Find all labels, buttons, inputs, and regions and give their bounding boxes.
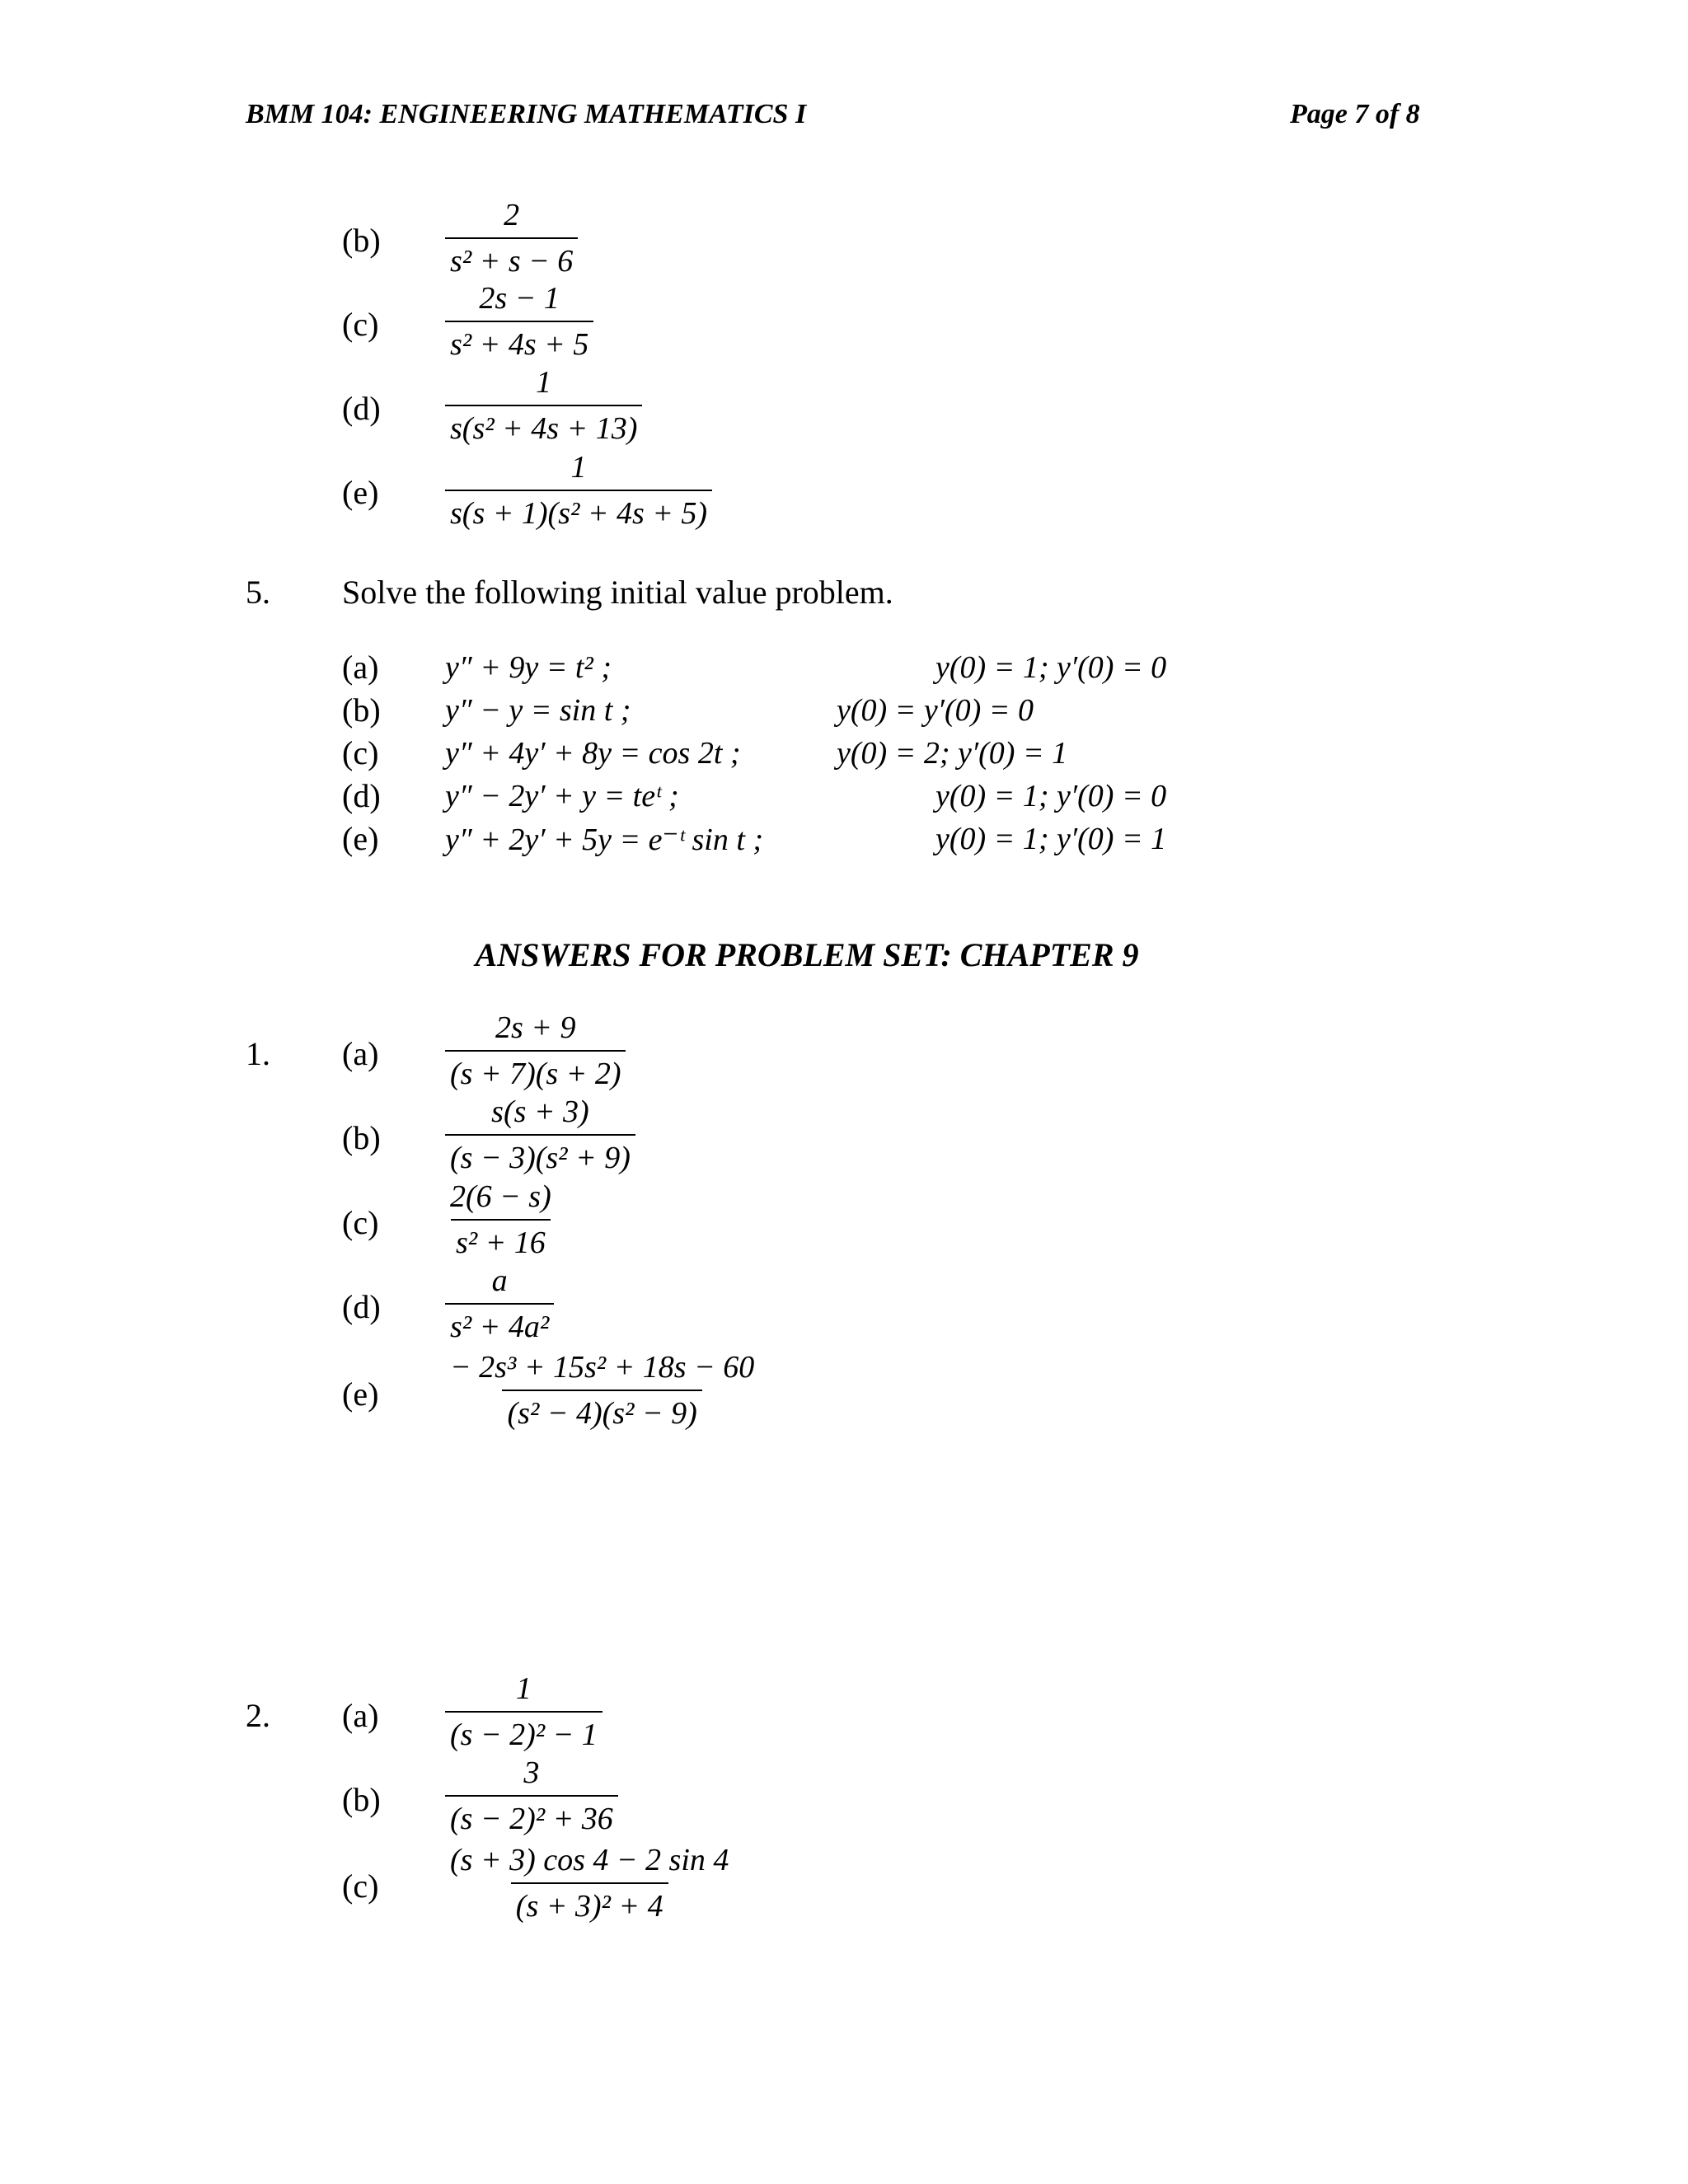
numerator: s(s + 3) (491, 1094, 589, 1129)
fraction (445, 1673, 603, 1750)
item-label: (b) (342, 222, 381, 259)
numerator: − 2s³ + 15s² + 18s − 60 (450, 1350, 755, 1385)
denominator: s² + 16 (451, 1219, 551, 1258)
item-label: (d) (342, 1288, 381, 1325)
question-number: 5. (246, 574, 270, 611)
item-label: (d) (342, 390, 381, 427)
fraction (445, 1096, 635, 1174)
fraction (445, 1012, 626, 1090)
item-label: (c) (342, 734, 379, 771)
denominator: (s + 3)² + 4 (511, 1882, 668, 1922)
numerator: 1 (536, 365, 552, 400)
numerator: 1 (515, 1671, 532, 1706)
item-label: (b) (342, 1781, 381, 1818)
initial-conditions: y(0) = y′(0) = 0 (837, 693, 1034, 728)
initial-conditions: y(0) = 2; y′(0) = 1 (837, 736, 1068, 771)
item-label: (c) (342, 1868, 379, 1905)
item-label: (c) (342, 306, 379, 343)
numerator: 1 (570, 450, 587, 485)
numerator: 3 (523, 1755, 540, 1790)
fraction (445, 1181, 556, 1258)
item-label: (d) (342, 777, 381, 814)
initial-conditions: y(0) = 1; y′(0) = 0 (935, 650, 1167, 685)
numerator: 2s + 9 (495, 1010, 576, 1045)
item-label: (e) (342, 820, 379, 857)
fraction (445, 452, 712, 529)
denominator: (s² − 4)(s² − 9) (502, 1390, 701, 1429)
numerator: a (491, 1263, 508, 1298)
fraction (445, 1352, 759, 1429)
denominator: s² + 4s + 5 (445, 321, 593, 360)
ode-equation: y″ + 2y′ + 5y = e⁻ᵗ sin t ; (445, 823, 764, 857)
answers-title: ANSWERS FOR PROBLEM SET: CHAPTER 9 (475, 936, 1139, 973)
fraction (445, 1265, 554, 1343)
answer-number: 2. (246, 1697, 270, 1734)
initial-conditions: y(0) = 1; y′(0) = 1 (935, 822, 1167, 856)
item-label: (e) (342, 474, 379, 511)
denominator: s² + 4a² (445, 1303, 554, 1343)
numerator: (s + 3) cos 4 − 2 sin 4 (450, 1843, 729, 1877)
item-label: (b) (342, 691, 381, 729)
page-number: Page 7 of 8 (1290, 99, 1420, 129)
denominator: (s − 2)² + 36 (445, 1795, 618, 1835)
ode-equation: y″ + 4y′ + 8y = cos 2t ; (445, 736, 741, 771)
item-label: (a) (342, 1697, 379, 1734)
item-label: (a) (342, 649, 379, 686)
fraction (445, 367, 642, 444)
initial-conditions: y(0) = 1; y′(0) = 0 (935, 779, 1167, 813)
numerator: 2(6 − s) (450, 1179, 551, 1214)
denominator: s² + s − 6 (445, 237, 578, 277)
numerator: 2 (504, 198, 520, 232)
fraction (445, 1844, 734, 1922)
denominator: (s − 3)(s² + 9) (445, 1134, 635, 1174)
fraction (445, 283, 593, 360)
item-label: (e) (342, 1376, 379, 1413)
denominator: s(s² + 4s + 13) (445, 405, 642, 444)
ode-equation: y″ − 2y′ + y = teᵗ ; (445, 779, 679, 813)
item-label: (c) (342, 1204, 379, 1241)
ode-equation: y″ − y = sin t ; (445, 693, 631, 728)
item-label: (a) (342, 1035, 379, 1072)
course-header: BMM 104: ENGINEERING MATHEMATICS I (246, 99, 807, 129)
fraction (445, 199, 578, 277)
fraction (445, 1757, 618, 1835)
question-text: Solve the following initial value problem. (342, 574, 893, 611)
numerator: 2s − 1 (479, 281, 560, 316)
item-label: (b) (342, 1119, 381, 1156)
denominator: (s − 2)² − 1 (445, 1711, 603, 1750)
denominator: (s + 7)(s + 2) (445, 1050, 626, 1090)
answer-number: 1. (246, 1035, 270, 1072)
denominator: s(s + 1)(s² + 4s + 5) (445, 490, 712, 529)
ode-equation: y″ + 9y = t² ; (445, 650, 612, 685)
